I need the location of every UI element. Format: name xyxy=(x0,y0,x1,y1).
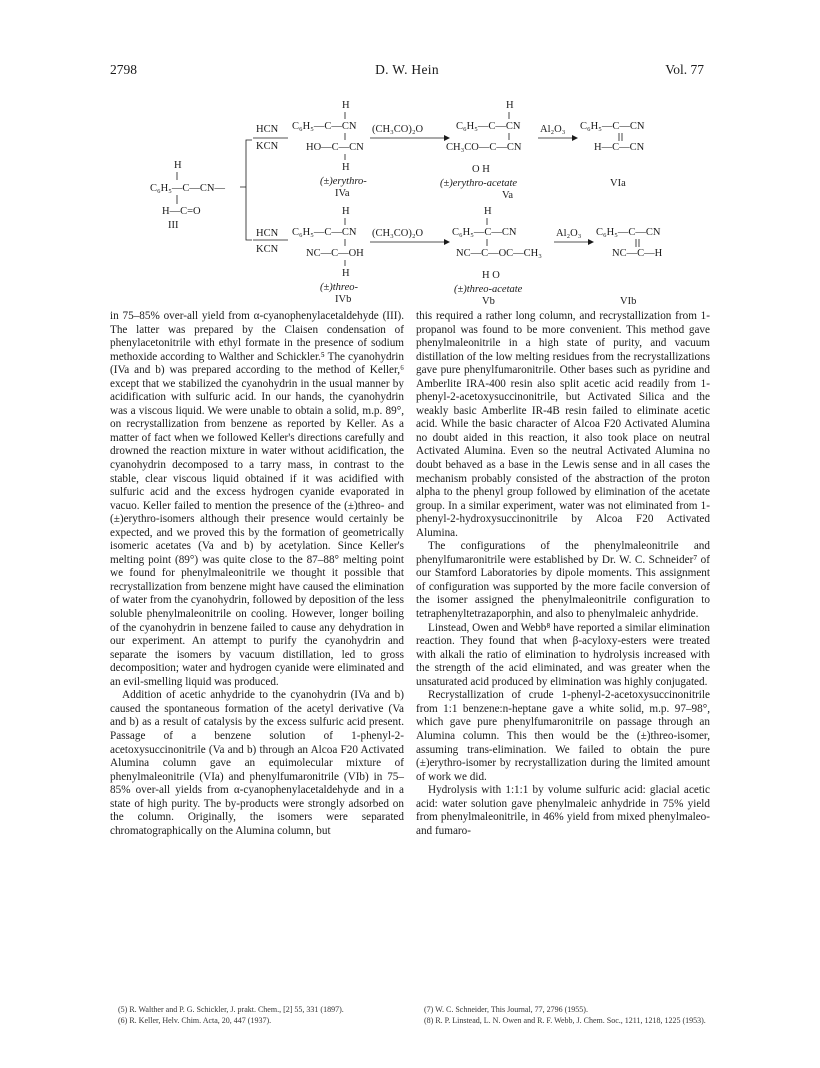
svg-text:VIa: VIa xyxy=(610,178,626,189)
compound-IVa xyxy=(292,100,367,199)
svg-text:O H: O H xyxy=(472,164,490,175)
svg-text:H: H xyxy=(342,206,350,217)
svg-text:CH₃CO—C—CN: CH₃CO—C—CN xyxy=(446,142,522,153)
svg-text:Va: Va xyxy=(502,190,514,201)
svg-text:IVa: IVa xyxy=(335,188,350,199)
svg-text:H: H xyxy=(342,162,350,173)
compound-VIa xyxy=(580,121,645,189)
svg-text:H: H xyxy=(506,100,514,111)
svg-text:NC—C—H: NC—C—H xyxy=(612,248,663,259)
footnote-6: (6) R. Keller, Helv. Chim. Acta, 20, 447 (1937). xyxy=(118,1016,272,1025)
svg-text:H—C—CN: H—C—CN xyxy=(594,142,645,153)
compound-IVb xyxy=(292,206,364,305)
reagent-alumina-top: Al₂O₃ xyxy=(540,124,566,135)
reagent-hcn-top: HCN xyxy=(256,124,279,135)
right-paragraph-2: The configurations of the phenylmaleonitrile and phenylfumaronitrile were established by Dr. W. C. Schneider⁷ of our Stamford Laboratories by dipole moments. This assignment of configuration was supported by the more facile conversion of the isomer assigned the phenylmaleonitrile configuration to tetraphenyltetrazaporphin, and also to phenylmaleic anhydride. xyxy=(416,540,710,621)
footnote-8: (8) R. P. Linstead, L. N. Owen and R. F. Webb, J. Chem. Soc., 1211, 1218, 1225 (1953). xyxy=(424,1016,706,1025)
page-header xyxy=(110,62,704,82)
svg-text:VIb: VIb xyxy=(620,296,637,307)
svg-text:(±)erythro-acetate: (±)erythro-acetate xyxy=(440,178,518,189)
branch-bracket xyxy=(240,140,252,240)
svg-text:Vb: Vb xyxy=(482,296,495,307)
svg-text:H O: H O xyxy=(482,270,500,281)
svg-text:C₆H₅—C—CN: C₆H₅—C—CN xyxy=(596,227,661,238)
compound-III xyxy=(150,160,225,231)
left-paragraph-1: in 75–85% over-all yield from α-cyanophenylacetaldehyde (III). The latter was prepared by the Claisen condensation of phenylacetonitrile with ethyl formate in the presence of sodium methoxide according to Walther and Schickler.⁵ The cyanohydrin (IVa and b) was prepared according to the method of Keller,⁶ except that we stabilized the cyanohydrin in the usual manner by acidification with sulfuric acid. In our hands, the cyanohydrin was a viscous liquid. We were unable to obtain a solid, m.p. 89°, on recrystallization from benzene as reported by Keller. As a matter of fact when we followed Keller's directions carefully and drowned the reaction mixture in water without acidification, the cyanohydrin decomposed to a tarry mass, in contrast to the stable, clear viscous liquid obtained if it was acidified with sulfuric acid and the excess hydrogen cyanide evaporated in vacuo. Keller failed to mention the presence of the (±)threo- and (±)erythro-isomers although their presence would certainly be expected, and we proved this by the formation of geometrically isomeric acetates (Va and b) by acetylation. Since Keller's melting point (89°) was quite close to the 87–88° melting point we found for phenylmaleonitrile we thought it possible that recrystallization from benzene might have caused the elimination of water from the cyanohydrin, followed by deposition of the less soluble phenylmaleonitrile on cooling. However, longer boiling of the cyanohydrin in benzene failed to cause any dehydration in our experiment. An attempt to purify the cyanohydrin and separate the isomers by vacuum distillation, led to gross decomposition; water and hydrogen cyanide were eliminated and an evil-smelling liquid was produced. xyxy=(110,310,404,688)
svg-text:HO—C—CN: HO—C—CN xyxy=(306,142,364,153)
svg-text:C₆H₅—C—CN: C₆H₅—C—CN xyxy=(292,121,357,132)
reaction-scheme xyxy=(110,92,710,308)
svg-text:H: H xyxy=(342,100,350,111)
svg-text:NC—C—OC—CH₃: NC—C—OC—CH₃ xyxy=(456,248,542,259)
svg-text:H: H xyxy=(484,206,492,217)
footnote-5: (5) R. Walther and P. G. Schickler, J. prakt. Chem., [2] 55, 331 (1897). xyxy=(118,1005,344,1014)
svg-text:(±)threo-acetate: (±)threo-acetate xyxy=(454,284,523,295)
reagent-kcn-bottom: KCN xyxy=(256,244,279,255)
footnotes-right xyxy=(416,1004,710,1026)
svg-text:C₆H₅—C—CN: C₆H₅—C—CN xyxy=(456,121,521,132)
III-line-2: C₆H₅—C—CN— xyxy=(150,183,225,194)
svg-text:C₆H₅—C—CN: C₆H₅—C—CN xyxy=(580,121,645,132)
III-label: III xyxy=(168,220,179,231)
svg-text:(±)threo-: (±)threo- xyxy=(320,282,359,293)
III-line-3: H—C=O xyxy=(162,206,201,217)
svg-text:C₆H₅—C—CN: C₆H₅—C—CN xyxy=(452,227,517,238)
III-line-1: H xyxy=(174,160,182,171)
reagent-hcn-bottom: HCN xyxy=(256,228,279,239)
running-author: D. W. Hein xyxy=(375,62,439,77)
right-paragraph-4: Recrystallization of crude 1-phenyl-2-acetoxysuccinonitrile from 1:1 benzene:n-heptane gave a white solid, m.p. 97–98°, which gave pure phenylfumaronitrile on passage through an Alumina column. This then would be the (±)threo-isomer, assuming trans-elimination. We failed to obtain the pure (±)erythro-isomer by recrystallization during the limited amount of work we did. xyxy=(416,689,710,783)
volume-label: Vol. 77 xyxy=(665,62,704,77)
left-column xyxy=(110,310,404,838)
compound-Vb xyxy=(452,206,542,307)
svg-text:(±)erythro-: (±)erythro- xyxy=(320,176,367,187)
page-number: 2798 xyxy=(110,62,137,77)
right-column xyxy=(416,310,710,838)
compound-Va xyxy=(440,100,522,201)
svg-text:C₆H₅—C—CN: C₆H₅—C—CN xyxy=(292,227,357,238)
svg-text:NC—C—OH: NC—C—OH xyxy=(306,248,364,259)
left-paragraph-2: Addition of acetic anhydride to the cyanohydrin (IVa and b) caused the spontaneous formation of the acetyl derivative (Va and b) as a result of catalysis by the excess sulfuric acid present. Passage of a benzene solution of 1-phenyl-2-acetoxysuccinonitrile (Va and b) through an Alcoa F20 Activated Alumina column gave an equimolecular mixture of phenylmaleonitrile (VIa) and phenylfumaronitrile (VIb) in 75–85% over-all yields from α-cyanophenylacetaldehyde and in a state of high purity. The by-products were strongly adsorbed on the column. Originally, the isomers were separated chromatographically on the Alumina column, but xyxy=(110,689,404,837)
footnote-7: (7) W. C. Schneider, This Journal, 77, 2796 (1955). xyxy=(424,1005,588,1014)
reagent-anhydride-top: (CH₃CO)₂O xyxy=(372,124,424,135)
reagent-kcn-top: KCN xyxy=(256,141,279,152)
svg-text:H: H xyxy=(342,268,350,279)
footnotes-left xyxy=(110,1004,404,1026)
right-paragraph-3: Linstead, Owen and Webb⁸ have reported a similar elimination reaction. They found that when β-acyloxy-esters were treated with alkali the ratio of elimination to hydrolysis increased with the strength of the acid eliminated, and was greater when the unsaturated acid produced by elimination was highly conjugated. xyxy=(416,621,710,688)
reaction-scheme-svg xyxy=(110,92,710,308)
reagent-alumina-bottom: Al₂O₃ xyxy=(556,228,582,239)
reagent-anhydride-bottom: (CH₃CO)₂O xyxy=(372,228,424,239)
compound-VIb xyxy=(596,227,663,307)
right-paragraph-5: Hydrolysis with 1:1:1 by volume sulfuric acid: glacial acetic acid: water solution gave phenylmaleic anhydride in 75% yield from phenylmaleonitrile, in 46% yield from mixed phenylmaleo- and fumaro- xyxy=(416,784,710,837)
svg-text:IVb: IVb xyxy=(335,294,352,305)
right-paragraph-1: this required a rather long column, and recrystallization from 1-propanol was found to be more convenient. This method gave phenylmaleonitrile in a high state of purity, and vacuum distillation of the low melting residues from the recrystallizations gave pure phenylfumaronitrile. Other bases such as pyridine and Amberlite IRA-400 resin also split acetic acid readily from 1-phenyl-2-acetoxysuccinonitrile, but Activated Silica and the weakly basic Amberlite IR-4B resin failed to eliminate acetic acid. While the basic character of Alcoa F20 Activated Alumina no doubt aided in this reaction, it also took place on neutral Activated Alumina. Even so the neutral Activated Alumina no doubt behaved as a base in the Lewis sense and in all cases the mechanism probably consisted of the abstraction of the proton alpha to the phenyl group followed by elimination of the acetate group. In a similar experiment, water was not eliminated from 1-phenyl-2-hydroxysuccinonitrile by Alcoa F20 Activated Alumina. xyxy=(416,310,710,539)
